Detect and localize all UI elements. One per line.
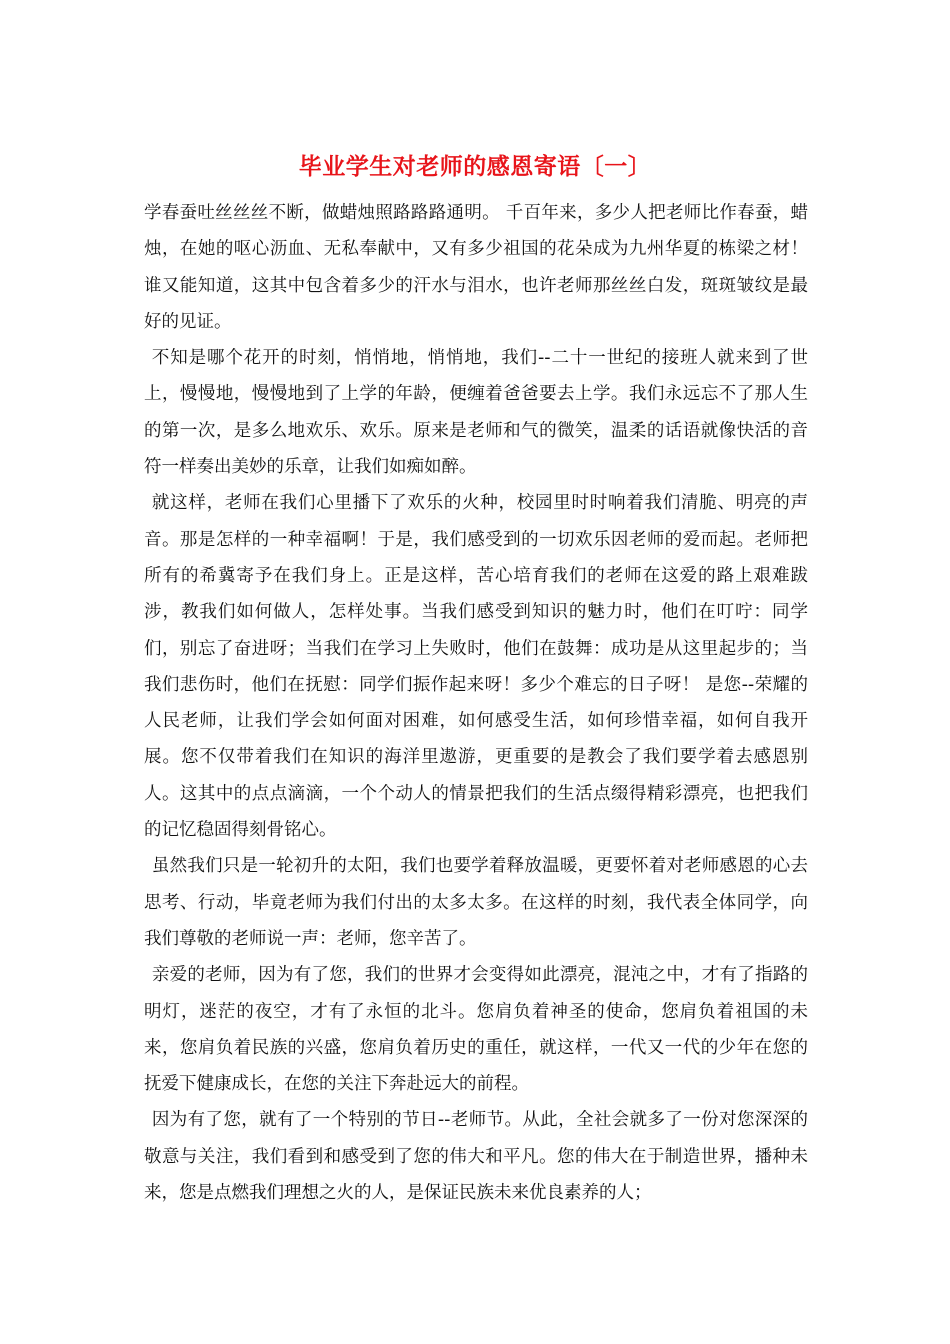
paragraph: 因为有了您，就有了一个特别的节日--老师节。从此，全社会就多了一份对您深深的敬意与关注，我们看到和感受到了您的伟大和平凡。您的伟大在于制造世界，播种未来，您是点燃我们理想之火的人，是保证民族未来优良素养的人；	[144, 1110, 808, 1204]
document-title: 毕业学生对老师的感恩寄语〔一〕	[298, 153, 652, 180]
paragraph: 就这样，老师在我们心里播下了欢乐的火种，校园里时时响着我们清脆、明亮的声音。那是怎样的一种幸福啊！于是，我们感受到的一切欢乐因老师的爱而起。老师把所有的希冀寄予在我们身上。正是这样，苦心培育我们的老师在这爱的路上艰难跋涉，教我们如何做人，怎样处事。当我们感受到知识的魅力时，他们在叮咛：同学们，别忘了奋进呀；当我们在学习上失败时，他们在鼓舞：成功是从这里起步的；当我们悲伤时，他们在抚慰：同学们振作起来呀！多少个难忘的日子呀！ 是您--荣耀的人民老师，让我们学会如何面对困难，如何感受生活，如何珍惜幸福，如何自我开展。您不仅带着我们在知识的海洋里遨游，更重要的是教会了我们要学着去感恩别人。这其中的点点滴滴，一个个动人的情景把我们的生活点缀得精彩漂亮，也把我们的记忆稳固得刻骨铭心。	[144, 493, 808, 841]
paragraph: 不知是哪个花开的时刻，悄悄地，悄悄地，我们--二十一世纪的接班人就来到了世上，慢慢地，慢慢地到了上学的年龄，便缠着爸爸要去上学。我们永远忘不了那人生的第一次，是多么地欢乐、欢乐。原来是老师和气的微笑，温柔的话语就像快活的音符一样奏出美妙的乐章，让我们如痴如醉。	[144, 348, 808, 478]
paragraph: 亲爱的老师，因为有了您，我们的世界才会变得如此漂亮，混沌之中，才有了指路的明灯，迷茫的夜空，才有了永恒的北斗。您肩负着神圣的使命，您肩负着祖国的未来，您肩负着民族的兴盛，您肩负着历史的重任，就这样，一代又一代的少年在您的抚爱下健康成长，在您的关注下奔赴远大的前程。	[144, 965, 808, 1095]
paragraph: 学春蚕吐丝丝丝不断，做蜡烛照路路路通明。 千百年来，多少人把老师比作春蚕，蜡烛，在她的呕心沥血、无私奉献中，又有多少祖国的花朵成为九州华夏的栋梁之材！谁又能知道，这其中包含着多少的汗水与泪水，也许老师那丝丝白发，斑斑皱纹是最好的见证。	[144, 203, 808, 332]
document-body	[144, 195, 808, 1211]
paragraph: 虽然我们只是一轮初升的太阳，我们也要学着释放温暖，更要怀着对老师感恩的心去思考、行动，毕竟老师为我们付出的太多太多。在这样的时刻，我代表全体同学，向我们尊敬的老师说一声：老师，您辛苦了。	[144, 856, 808, 949]
